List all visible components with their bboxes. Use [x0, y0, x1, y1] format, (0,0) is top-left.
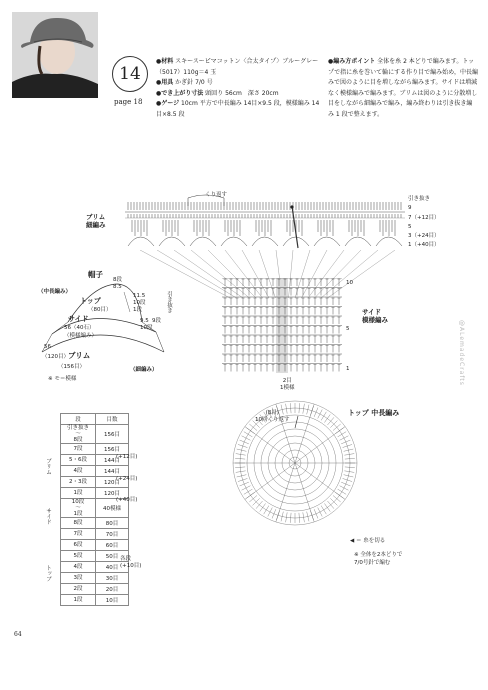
table-cell-row: 3段 [61, 573, 96, 584]
top-left-1: (8目) [265, 410, 279, 416]
table-row [61, 551, 129, 562]
hat-56: 56 [44, 344, 51, 350]
table-header: 目数 [96, 414, 129, 425]
top-note-2: 7/0号針で編む [354, 560, 391, 566]
top-left-2: 10回くり返す [255, 417, 290, 423]
table-row [61, 584, 129, 595]
legend: ◀ ＝ 糸を切る [350, 538, 386, 544]
table-cell-count: 40模様 [96, 499, 129, 518]
top-title-1: トップ [348, 409, 369, 417]
increase-note [120, 556, 141, 570]
hat-hikinuki: 引き抜き [166, 291, 172, 313]
section-side: サイド [45, 508, 51, 525]
hat-brim-count-2: （156目） [58, 364, 85, 370]
hat-side-label: サイド [68, 315, 89, 323]
top-chart-note [354, 551, 402, 567]
info-left [156, 57, 321, 120]
table-cell-count: 60目 [96, 540, 129, 551]
table-cell-count: 40目 [96, 562, 129, 573]
materials-text: スキースーピマコットン〈合太タイプ〉ブルーグレー（5017）110g＝4 玉 [156, 58, 319, 76]
hat-dim: 10段 [133, 300, 146, 306]
table-cell-row: 8段 [61, 518, 96, 529]
table-cell-count: 50目 [96, 551, 129, 562]
hat-dim: 9.5 [140, 318, 149, 324]
table-cell-row: 4段 [61, 466, 96, 477]
gauge-label: ●ゲージ [156, 100, 180, 107]
table-cell-row: 5段 [61, 551, 96, 562]
table-cell-row: 7段 [61, 444, 96, 455]
table-row [61, 529, 129, 540]
hat-side-count: 56（40石） [64, 325, 95, 331]
hat-dim: 10段 [140, 325, 153, 331]
side-row-1: 1 [346, 366, 350, 372]
table-cell-row: 引き抜き 〜 8段 [61, 425, 96, 444]
table-cell-count: 144目 [96, 466, 129, 477]
brim-title-2: 細編み [86, 221, 106, 229]
note-plus12: (+12目) [116, 454, 138, 460]
hat-dim: 8.5 [113, 284, 122, 290]
side-chart-svg [222, 278, 342, 373]
table-row [61, 518, 129, 529]
brim-row-label: 7（+12目） [408, 214, 440, 221]
hat-brim-label: ブリム [68, 351, 91, 360]
points-label: ●編み方ポイント [328, 58, 376, 65]
brim-title-1: ブリム [86, 213, 106, 221]
hat-dims-low [140, 318, 153, 332]
brim-row-label: 3（+24目） [408, 233, 440, 240]
pattern-number: 14 [112, 56, 148, 92]
top-chart-svg [230, 398, 360, 528]
brim-chart-title [86, 213, 106, 229]
watermark: @ALemadeCrafts [458, 320, 465, 386]
table-cell-count: 80目 [96, 518, 129, 529]
side-bottom-1: 2目 [282, 378, 292, 384]
hat-note: ※ モ＝模様 [48, 376, 77, 382]
table-cell-row: 4段 [61, 562, 96, 573]
brim-row-label: 9 [408, 205, 412, 212]
table-cell-row: 1段 [61, 488, 96, 499]
hat-dims-mid [133, 293, 146, 314]
brim-chart-svg [120, 188, 410, 258]
table-cell-row: 5・6段 [61, 455, 96, 466]
side-bottom-2: 1模様 [280, 385, 295, 391]
section-top: トップ [45, 565, 51, 582]
table-cell-count: 120目 [96, 477, 129, 488]
hat-brim-rows [152, 318, 161, 325]
table-cell-count: 30目 [96, 573, 129, 584]
info-right [328, 57, 478, 120]
brim-row-label: 引き抜き [408, 196, 431, 202]
note-plus40: (+40目) [116, 497, 138, 503]
repeat-label: くり返す [205, 192, 228, 198]
hat-dim: 9段 [152, 318, 161, 324]
tools-label: ●用具 [156, 79, 174, 86]
hat-dim: 11.5 [133, 293, 146, 299]
points-text: 全体を糸 2 本どりで編みます。トップで指に糸を巻いて輪にする作り目で編み始め，中長編みで図のように目を増しながら編みます。サイドは増減なく模様編みで編みます。ブリムは図のように分散増し目をしながら細編みで編み，編み終わりは引き抜き編み 1 段で整えます。 [328, 58, 478, 118]
table-row [61, 595, 129, 606]
size-text: 頭回り 56cm 深さ 20cm [205, 89, 279, 97]
hat-top-count: （80目） [88, 307, 112, 313]
table-cell-count: 144目 [96, 455, 129, 466]
hat-title: 帽子 [88, 270, 103, 279]
page-reference: page 18 [114, 98, 143, 106]
top-title-2: 中長編み [371, 409, 400, 417]
model-photo [12, 12, 98, 98]
size-label: ●でき上がり寸法 [156, 89, 204, 97]
table-cell-row: 2・3段 [61, 477, 96, 488]
table-row [61, 562, 129, 573]
table-cell-row: 7段 [61, 529, 96, 540]
rows-table [60, 413, 129, 606]
brim-row-labels [408, 195, 440, 251]
note-plus24: (+24目) [116, 476, 138, 482]
section-brim: ブリム [45, 458, 51, 475]
hat-dims-top [113, 277, 122, 291]
table-cell-row: 1段 [61, 595, 96, 606]
table-cell-count: 70目 [96, 529, 129, 540]
side-title-1: サイド [362, 308, 382, 316]
table-cell-count: 10目 [96, 595, 129, 606]
materials-label: ●材料 [156, 58, 174, 65]
table-row [61, 425, 129, 444]
hat-top-label: トップ [80, 297, 101, 305]
side-row-10: 10 [346, 280, 353, 286]
table-cell-count: 156目 [96, 444, 129, 455]
side-row-5: 5 [346, 326, 350, 332]
table-cell-row: 10段 〜 1段 [61, 499, 96, 518]
brim-row-label: 5 [408, 223, 412, 230]
hat-dim: 1段 [133, 307, 142, 313]
side-chart-title [362, 308, 388, 324]
table-cell-count: 120目 [96, 488, 129, 499]
hat-dim: 8段 [113, 277, 122, 283]
hat-moyou: （模様編み） [64, 333, 98, 339]
table-cell-row: 6段 [61, 540, 96, 551]
side-repeat [280, 378, 295, 392]
side-title-2: 模様編み [362, 316, 388, 324]
gauge-text: 10cm 平方で中長編み 14目×9.5 段，模様編み 14目×8.5 段 [156, 100, 320, 118]
increase-note-2: (+10目) [120, 563, 142, 569]
table-row [61, 540, 129, 551]
page-number: 64 [14, 631, 22, 638]
hat-komaami: （細編み） [130, 367, 158, 373]
tools-text: かぎ針 7/0 号 [175, 79, 213, 86]
table-row [61, 573, 129, 584]
brim-row-label: 1（+40目） [408, 242, 440, 249]
hat-brim-count-1: （120目） [42, 354, 69, 360]
increase-note-1: 各段 [120, 556, 132, 562]
hat-chunaga: （中長編み） [38, 289, 72, 295]
table-cell-count: 156目 [96, 425, 129, 444]
table-cell-count: 20目 [96, 584, 129, 595]
top-note-1: ※ 全体を2本どりで [354, 552, 403, 558]
table-cell-row: 2段 [61, 584, 96, 595]
table-header: 段 [61, 414, 96, 425]
